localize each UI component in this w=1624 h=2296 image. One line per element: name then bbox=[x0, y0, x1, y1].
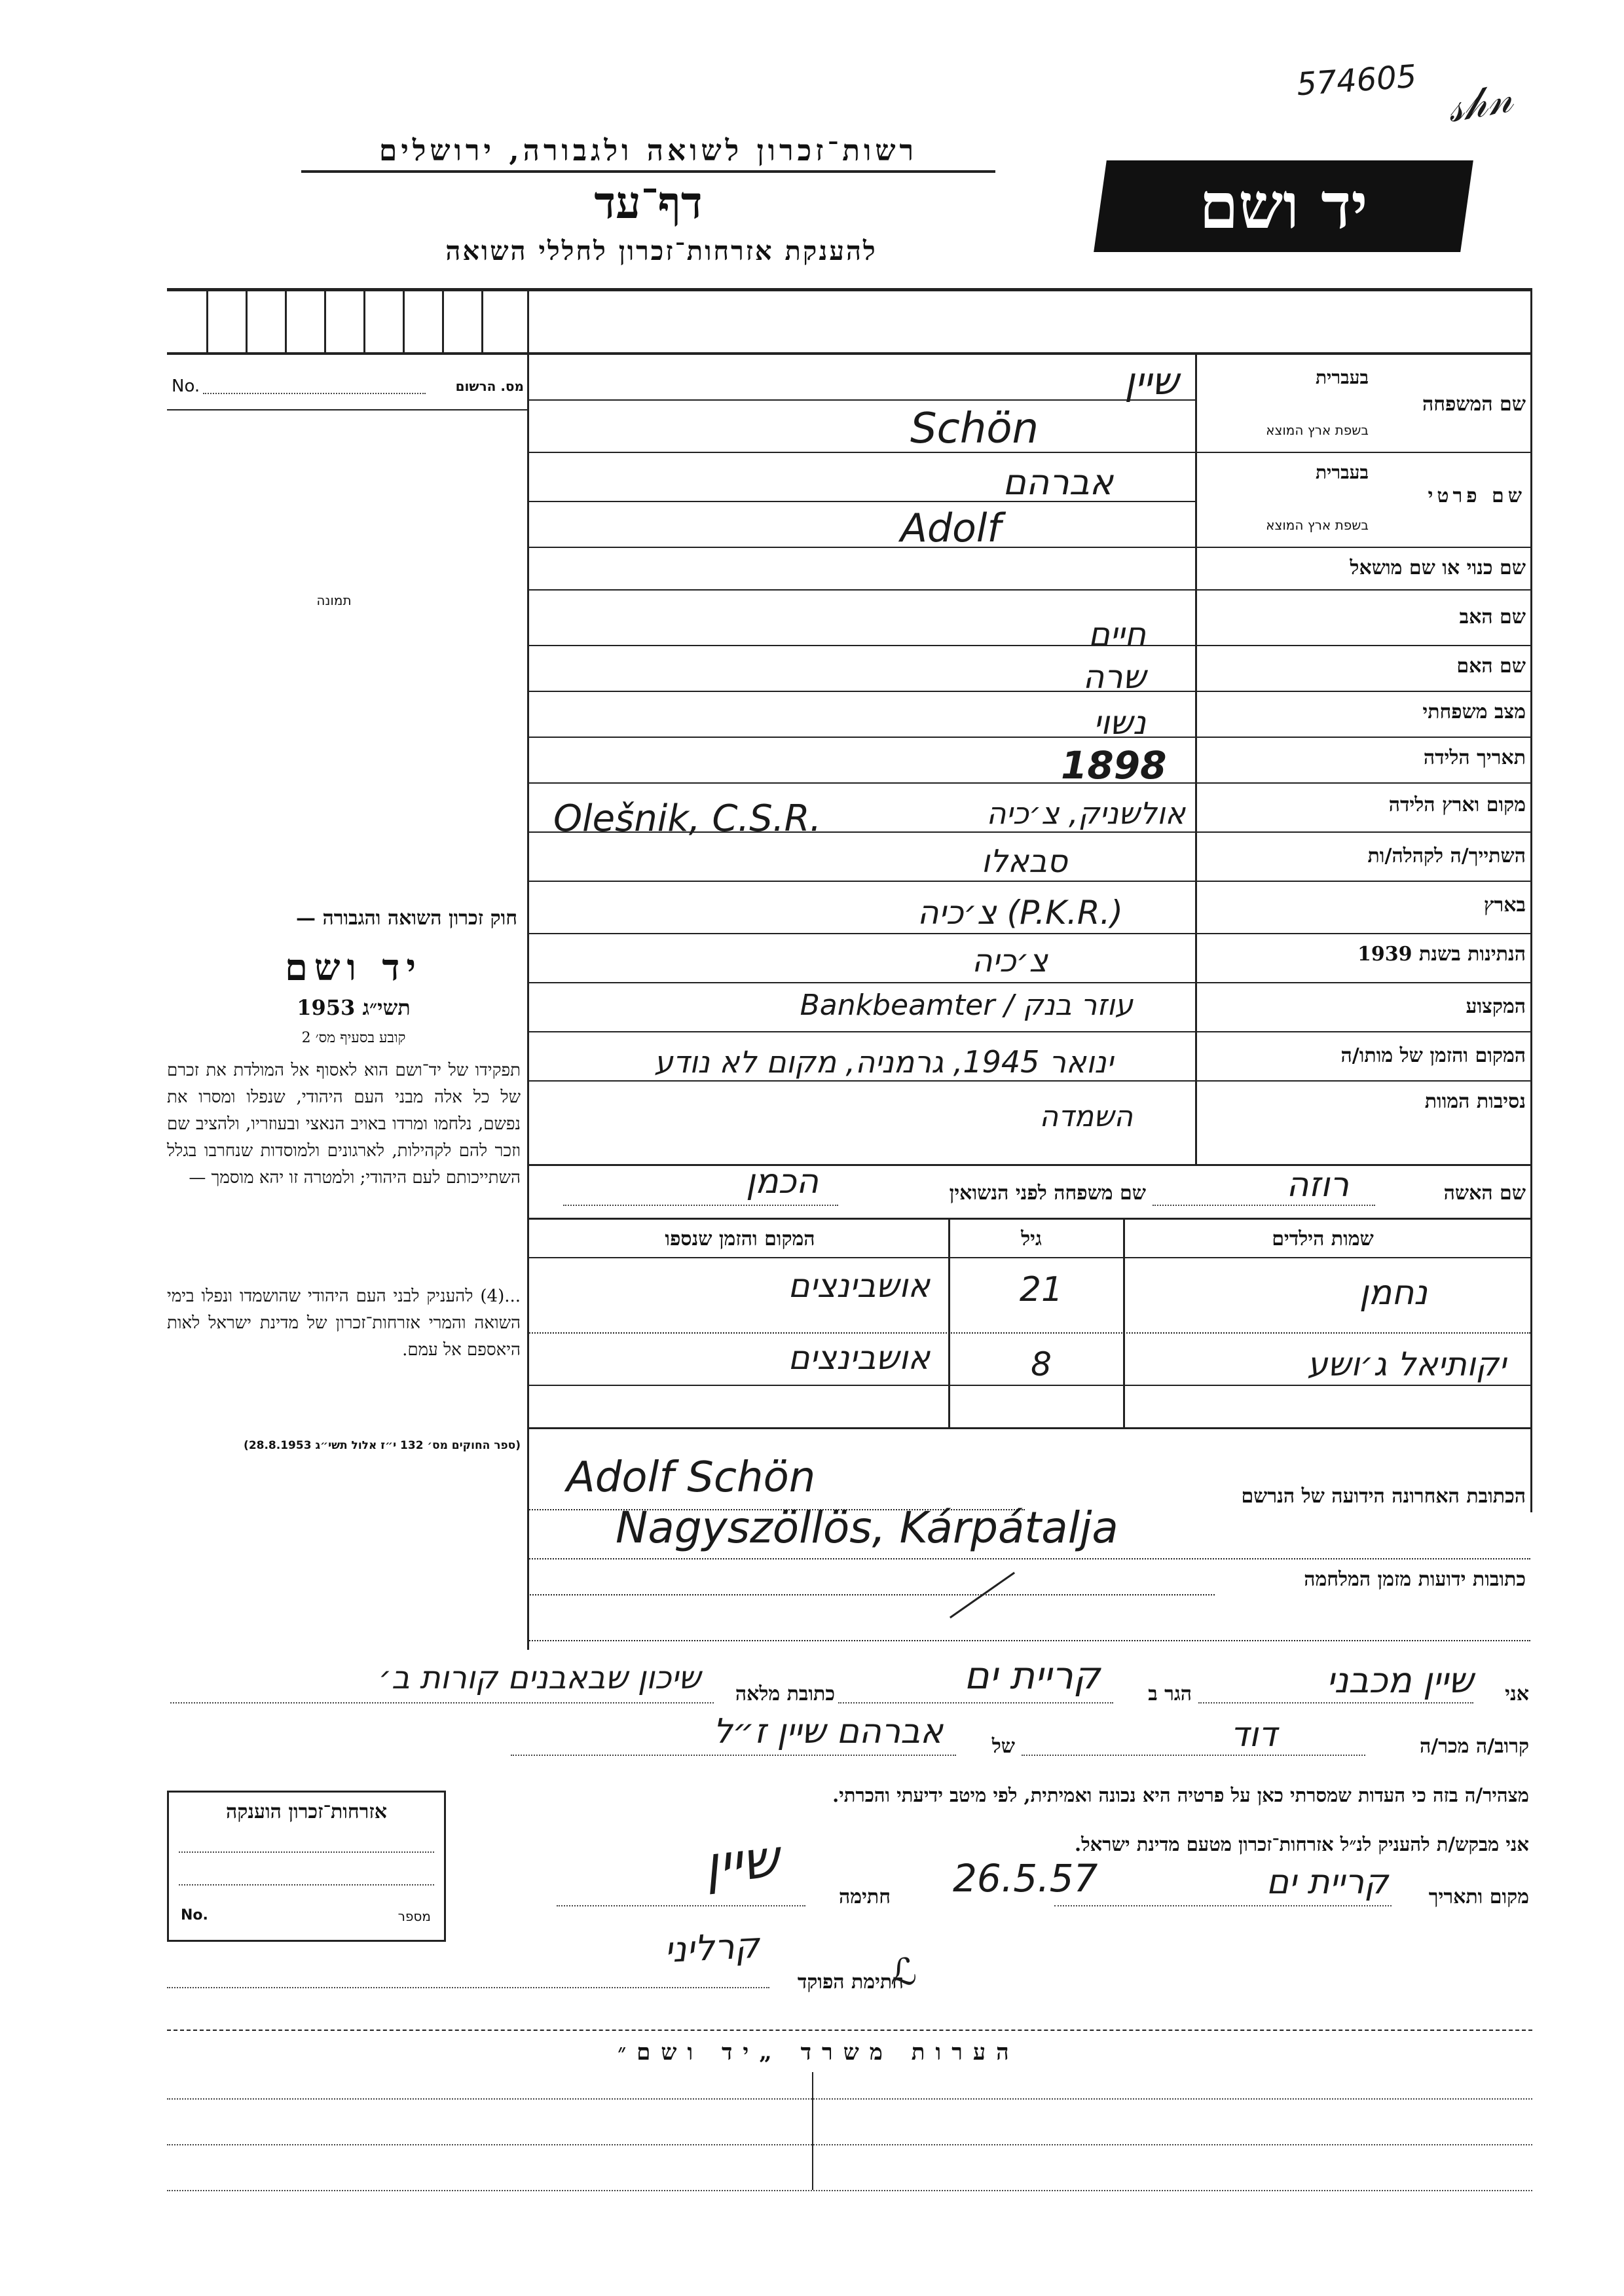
row-line bbox=[527, 831, 1530, 833]
law-paragraph-1: תפקידו של יד־ושם הוא לאסוף אל המולדת את זכרם של כל אלה מבני העם היהודי, שנפלו ומסרו את נפשם, נלחמו ומרדו באויב הנאצי ובעוזריו, ולהציב שם וזכר להם לקהילות, לארגונים ולמוסדות שנחרבו בגלל השתייכותם לעם היהודי; ולמטרה זו יהא מוסמך — bbox=[167, 1061, 521, 1188]
address-line bbox=[527, 1594, 1215, 1595]
citizenship-granted-box bbox=[167, 1791, 446, 1942]
full-address-label: כתובת מלאה bbox=[735, 1683, 835, 1705]
yad-vashem-logo bbox=[1094, 160, 1473, 252]
first-name-in-hebrew: בעברית bbox=[1315, 462, 1369, 483]
footer-remarks: הערות משרד „יד ושם״ bbox=[618, 2039, 1020, 2066]
family-name-latin: Schön bbox=[910, 405, 1039, 453]
maiden-name-value: הכמן bbox=[746, 1162, 819, 1201]
children-col-line bbox=[948, 1218, 950, 1427]
photo-label: תמונה bbox=[316, 592, 352, 608]
child-2-place: אושבינצים bbox=[788, 1339, 930, 1377]
family-name-in-hebrew: בעברית bbox=[1315, 367, 1369, 388]
nickname-label: שם כנוי או שם מושאל bbox=[1350, 556, 1526, 579]
law-clause: קובע בסעיף מס׳ 2 bbox=[301, 1030, 406, 1046]
registration-underline bbox=[167, 409, 527, 410]
label-column-divider bbox=[1195, 352, 1197, 1164]
children-row-line bbox=[527, 1332, 1530, 1334]
officer-dots bbox=[167, 1987, 769, 1988]
last-address-label: הכתובת האחרונה הידועה של הנרשם bbox=[1241, 1485, 1526, 1508]
registration-no-dots bbox=[203, 393, 426, 394]
grid-line bbox=[442, 288, 444, 352]
declaration-dots bbox=[557, 1905, 805, 1906]
citizenship-1939-label: הנתינות בשנת 1939 bbox=[1357, 943, 1526, 966]
death-circumstances-label: נסיבות המוות bbox=[1424, 1090, 1526, 1113]
birth-place-hebrew: אולשניק, צ׳כיה bbox=[986, 795, 1185, 831]
family-name-label: שם המשפחה bbox=[1422, 393, 1526, 416]
archive-number: 574605 bbox=[1295, 58, 1418, 103]
footer-dots bbox=[167, 2190, 1532, 2191]
first-name-label: שם פרטי bbox=[1428, 484, 1526, 507]
citizenship-box-title: אזרחות־זכרון הוענקה bbox=[225, 1800, 388, 1823]
declaration-dots bbox=[1198, 1702, 1473, 1704]
citizenship-box-number-label: מספר bbox=[397, 1908, 431, 1924]
children-names-header: שמות הילדים bbox=[1272, 1228, 1374, 1250]
address-line bbox=[527, 1640, 1530, 1641]
maiden-name-label: שם משפחה לפני הנשואין bbox=[949, 1182, 1146, 1205]
row-line bbox=[527, 547, 1530, 548]
declaration-dots bbox=[1022, 1755, 1365, 1756]
child-1-name: נחמן bbox=[1359, 1273, 1428, 1313]
residence-value: קריית ים bbox=[964, 1653, 1100, 1698]
row-line bbox=[527, 1031, 1530, 1032]
form-title: דף־עד bbox=[594, 177, 703, 229]
row-line bbox=[527, 589, 1530, 591]
birth-place-latin: Olešnik, C.S.R. bbox=[553, 797, 822, 840]
grid-line bbox=[324, 288, 326, 352]
country-value: צ׳כיה (P.K.R.) bbox=[917, 894, 1123, 932]
first-name-in-country: בשפת ארץ המוצא bbox=[1266, 517, 1369, 533]
marital-status-value: נשוי bbox=[1093, 704, 1146, 742]
child-1-age: 21 bbox=[1019, 1270, 1063, 1309]
wife-value: רוזה bbox=[1286, 1165, 1349, 1205]
frame-top bbox=[167, 288, 1532, 291]
children-age-header: גיל bbox=[1021, 1228, 1042, 1250]
footer-dots bbox=[167, 2098, 1532, 2100]
child-2-name: יקותיאל ג׳ושע bbox=[1307, 1345, 1506, 1383]
grid-line bbox=[206, 288, 208, 352]
law-paragraph-2: ...(4) להעניק לבני העם היהודי שהושמדו ונפלו בימי השואה והמרי אזרחות־זכרון של מדינת ישראל לאות היאספם אל עמם. bbox=[167, 1286, 521, 1360]
footer-dots bbox=[167, 2144, 1532, 2145]
marital-status-label: מצב משפחתי bbox=[1422, 701, 1526, 723]
children-table-bottom bbox=[527, 1427, 1530, 1429]
row-line bbox=[527, 1218, 1530, 1220]
grid-line bbox=[363, 288, 365, 352]
law-name: יד ושם bbox=[284, 946, 423, 989]
place-date-value: קריית ים bbox=[1266, 1863, 1388, 1902]
father-label: שם האב bbox=[1459, 606, 1526, 629]
last-address-line2: Nagyszöllös, Kárpátalja bbox=[616, 1503, 1118, 1553]
profession-value: עוזר בנק / Bankbeamter bbox=[800, 989, 1133, 1022]
relation-value: דוד bbox=[1230, 1715, 1277, 1755]
family-name-in-country: בשפת ארץ המוצא bbox=[1266, 422, 1369, 438]
first-name-latin: Adolf bbox=[900, 505, 1001, 551]
row-line bbox=[527, 691, 1530, 692]
children-col-line bbox=[1123, 1218, 1125, 1427]
statement-2: אני מבקש/ת להעניק לנ״ל אזרחות־זכרון מטעם מדינת ישראל. bbox=[1075, 1833, 1529, 1855]
box-dots bbox=[179, 1884, 434, 1886]
statement-1: מצהיר/ה בזה כי העדות שמסרתי כאן על פרטיה היא נכונה ואמיתית, לפי מיטב ידיעתי והכרתי. bbox=[832, 1784, 1529, 1806]
row-line bbox=[527, 881, 1530, 882]
registration-label: מס. הרשום bbox=[455, 378, 524, 394]
law-source: (ספר החוקים מס׳ 132 י״ז אלול תשי״ג 28.8.1953) bbox=[244, 1439, 521, 1452]
wife-dots bbox=[1153, 1205, 1375, 1206]
of-label: של bbox=[991, 1735, 1015, 1758]
frame-middle bbox=[527, 288, 529, 1650]
children-row-line bbox=[527, 1385, 1530, 1386]
footer-vertical bbox=[812, 2072, 813, 2190]
address-line bbox=[527, 1558, 1530, 1559]
relative-label: קרוב/ה מכר/ה bbox=[1420, 1735, 1529, 1758]
declaration-dots bbox=[838, 1702, 1113, 1704]
child-2-age: 8 bbox=[1031, 1345, 1052, 1383]
father-value: חיים bbox=[1088, 615, 1146, 653]
grid-line bbox=[246, 288, 248, 352]
declaration-dots bbox=[511, 1755, 956, 1756]
row-line bbox=[527, 737, 1530, 738]
first-name-hebrew: אברהם bbox=[1003, 462, 1113, 503]
footer-top-line bbox=[167, 2030, 1532, 2031]
mother-value: שרה bbox=[1082, 658, 1146, 696]
residing-label: הגר ב bbox=[1148, 1683, 1192, 1705]
grid-line bbox=[285, 288, 287, 352]
form-subtitle: להענקת אזרחות־זכרון לחללי השואה bbox=[445, 236, 877, 266]
authority-title: רשות־זכרון לשואה ולגבורה, ירושלים bbox=[301, 134, 995, 173]
declaration-dots bbox=[1054, 1905, 1392, 1906]
law-year: תשי״ג 1953 bbox=[297, 995, 411, 1020]
birth-place-label: מקום וארץ הלידה bbox=[1388, 793, 1526, 816]
signature-label: חתימה bbox=[839, 1886, 891, 1908]
grid-line bbox=[481, 288, 483, 352]
birth-date-label: תאריך הלידה bbox=[1423, 746, 1526, 769]
grid-line bbox=[403, 288, 405, 352]
witness-name: שיין מכבני bbox=[1326, 1660, 1473, 1701]
maiden-dots bbox=[563, 1205, 838, 1206]
citizenship-box-no: No. bbox=[181, 1907, 208, 1923]
officer-mark: ℒ bbox=[891, 1951, 917, 1994]
row-line bbox=[527, 782, 1530, 784]
death-place-value: ינואר 1945, גרמניה, מקום לא נודע bbox=[654, 1044, 1113, 1080]
community-value: סבאלו bbox=[981, 843, 1067, 880]
war-addresses-label: כתובות ידועות מזמן המלחמה bbox=[1304, 1568, 1526, 1591]
death-place-label: המקום והזמן של מותו/ה bbox=[1340, 1044, 1526, 1067]
child-1-place: אושבינצים bbox=[788, 1267, 930, 1305]
declaration-dots bbox=[170, 1702, 714, 1704]
row-line bbox=[527, 933, 1530, 934]
declaration-i-label: אני bbox=[1505, 1683, 1529, 1705]
archive-scribble: 𝓈𝒽𝓃 bbox=[1443, 73, 1517, 133]
officer-signature: קרליני bbox=[663, 1924, 761, 1971]
row-line bbox=[527, 982, 1530, 983]
witness-signature: שיין bbox=[701, 1827, 783, 1897]
birth-date-value: 1898 bbox=[1061, 743, 1167, 788]
date-value: 26.5.57 bbox=[953, 1856, 1098, 1901]
logo-text: יד ושם bbox=[1199, 169, 1368, 243]
citizenship-1939-value: צ׳כיה bbox=[972, 943, 1048, 979]
row-line bbox=[527, 645, 1530, 646]
children-place-header: המקום והזמן שנספו bbox=[665, 1228, 815, 1250]
death-circumstances-value: השמדה bbox=[1039, 1100, 1133, 1133]
of-value: אברהם שיין ז״ל bbox=[712, 1712, 943, 1751]
last-address-line1: Adolf Schön bbox=[566, 1453, 816, 1502]
frame-right bbox=[1530, 288, 1532, 1512]
law-title: חוק זכרון השואה והגבורה — bbox=[296, 907, 517, 930]
community-label: השתייך/ה לקהלה/ות bbox=[1367, 845, 1526, 867]
officer-signature-label: חתימת הפוקד bbox=[797, 1971, 904, 1994]
children-header-line bbox=[527, 1257, 1530, 1258]
profession-label: המקצוע bbox=[1466, 995, 1526, 1018]
wife-label: שם האשה bbox=[1443, 1182, 1526, 1205]
row-line bbox=[527, 1080, 1530, 1082]
registration-no-label: No. bbox=[172, 376, 200, 396]
country-label: בארץ bbox=[1483, 894, 1526, 917]
top-box-bottom bbox=[167, 352, 1532, 355]
mother-label: שם האם bbox=[1456, 655, 1526, 678]
box-dots bbox=[179, 1851, 434, 1853]
place-date-label: מקום ותאריך bbox=[1428, 1886, 1529, 1908]
full-address-value: שיכון שבאבנים קורות ב׳ bbox=[378, 1660, 701, 1696]
family-name-hebrew: שיין bbox=[1124, 359, 1179, 403]
